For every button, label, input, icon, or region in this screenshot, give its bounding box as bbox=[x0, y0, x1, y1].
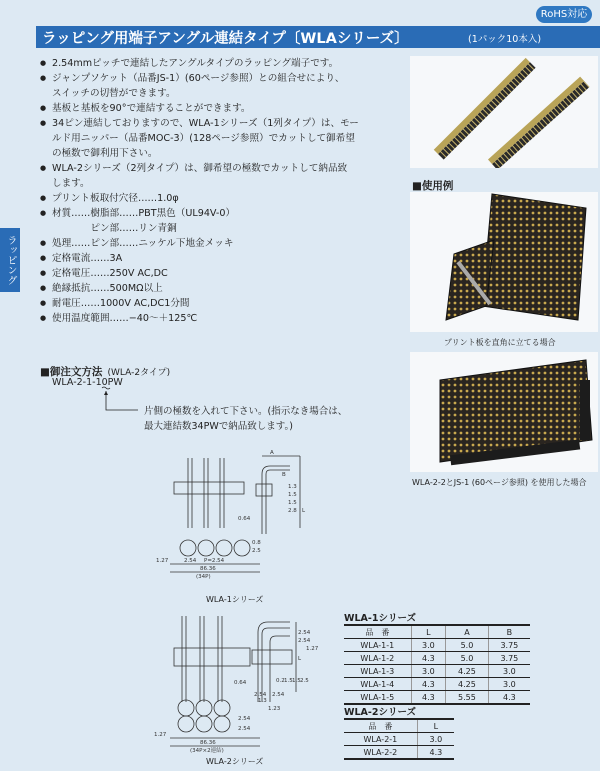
spec-item: ● 定格電圧……250V AC,DC bbox=[40, 266, 400, 281]
table-cell: 4.3 bbox=[488, 691, 530, 705]
table-header: B bbox=[488, 625, 530, 639]
spec-item: ● 34ピン連結しておりますので、WLA-1シリーズ（1列タイプ）は、モー bbox=[40, 116, 400, 131]
title-note: (1パック10本入) bbox=[468, 34, 542, 45]
table-cell: WLA-1-1 bbox=[344, 639, 411, 652]
svg-text:2.54: 2.54 bbox=[298, 630, 311, 636]
spec-item: ● プリント板取付穴径……1.0φ bbox=[40, 191, 400, 206]
spec-item: ● 材質……樹脂部……PBT黒色（UL94V-0） bbox=[40, 206, 400, 221]
svg-text:1.27: 1.27 bbox=[306, 646, 319, 652]
table-cell: 3.0 bbox=[411, 639, 446, 652]
svg-text:L: L bbox=[302, 508, 306, 514]
svg-text:2.8: 2.8 bbox=[288, 508, 297, 514]
usage-caption-2: WLA-2-2とJS-1 (60ページ参照) を使用した場合 bbox=[412, 478, 587, 487]
table-cell: 4.25 bbox=[446, 678, 489, 691]
right-angle-board-image bbox=[410, 192, 598, 332]
svg-text:2.54: 2.54 bbox=[254, 692, 267, 698]
svg-text:0.64: 0.64 bbox=[238, 516, 251, 522]
table-cell: 5.0 bbox=[446, 639, 489, 652]
rohs-badge: RoHS対応 bbox=[536, 6, 592, 23]
usage-heading: ■使用例 bbox=[412, 180, 454, 192]
table-cell: 4.3 bbox=[411, 678, 446, 691]
table-cell: WLA-2-1 bbox=[344, 733, 417, 746]
spec-item: ● 処理……ピン部……ニッケル下地金メッキ bbox=[40, 236, 400, 251]
svg-text:1.3: 1.3 bbox=[258, 698, 267, 704]
order-note-line1: 片側の極数を入れて下さい。(指示なき場合は、 bbox=[144, 406, 348, 417]
wla1-table bbox=[344, 624, 530, 705]
table-row bbox=[344, 639, 530, 652]
table-cell: 3.0 bbox=[488, 665, 530, 678]
svg-text:1.27: 1.27 bbox=[154, 732, 167, 738]
wla2-table bbox=[344, 718, 454, 760]
table-cell: 4.3 bbox=[411, 652, 446, 665]
order-heading: ■御注文方法 bbox=[40, 366, 103, 378]
table-cell: 3.0 bbox=[488, 678, 530, 691]
order-pointer bbox=[90, 386, 150, 418]
svg-text:P=2.54: P=2.54 bbox=[204, 558, 225, 564]
order-note-line2: 最大連結数34PWで納品致します。) bbox=[144, 421, 293, 432]
table-row bbox=[344, 691, 530, 705]
spec-item: ● 使用温度範囲……−40〜＋125℃ bbox=[40, 311, 400, 326]
spec-list bbox=[40, 56, 400, 326]
svg-text:2.54: 2.54 bbox=[184, 558, 197, 564]
wla2-figure-label: WLA-2シリーズ bbox=[206, 757, 264, 766]
usage-photo-js1 bbox=[410, 352, 598, 472]
title-bar bbox=[36, 26, 600, 48]
svg-text:1.5: 1.5 bbox=[284, 678, 293, 684]
table-cell: WLA-1-3 bbox=[344, 665, 411, 678]
svg-text:L: L bbox=[298, 656, 302, 662]
svg-text:B: B bbox=[282, 472, 286, 478]
spec-item: ● ジャンプソケット（品番JS-1）(60ページ参照）との組合せにより、 bbox=[40, 71, 400, 86]
spec-item: スイッチの切替ができます。 bbox=[52, 88, 176, 99]
table-row bbox=[344, 678, 530, 691]
spec-item: ● 耐電圧……1000V AC,DC1分間 bbox=[40, 296, 400, 311]
table-cell: 3.75 bbox=[488, 639, 530, 652]
svg-text:(34P×2連結): (34P×2連結) bbox=[190, 748, 224, 754]
svg-text:2.54: 2.54 bbox=[238, 716, 251, 722]
svg-text:2.5: 2.5 bbox=[300, 678, 309, 684]
usage-caption-1: プリント板を直角に立てる場合 bbox=[444, 338, 556, 347]
table-row bbox=[344, 733, 454, 746]
order-heading-note: (WLA-2タイプ) bbox=[107, 368, 171, 378]
table-header: L bbox=[417, 719, 454, 733]
side-tab-wrapping[interactable]: ラッピング bbox=[0, 228, 20, 292]
svg-text:1.27: 1.27 bbox=[156, 558, 169, 564]
table-cell: 4.3 bbox=[411, 691, 446, 705]
table-cell: WLA-1-4 bbox=[344, 678, 411, 691]
svg-text:2.5: 2.5 bbox=[252, 548, 261, 554]
spec-item: します。 bbox=[52, 178, 90, 189]
spec-item: の極数で御利用下さい。 bbox=[52, 148, 158, 159]
table-cell: 5.55 bbox=[446, 691, 489, 705]
table-header: 品 番 bbox=[344, 625, 411, 639]
table-cell: WLA-1-2 bbox=[344, 652, 411, 665]
table-cell: 3.0 bbox=[411, 665, 446, 678]
wla1-dimension-drawing bbox=[150, 448, 330, 594]
table-header: 品 番 bbox=[344, 719, 417, 733]
pin-strip-image bbox=[410, 56, 598, 168]
table1-title: WLA-1シリーズ bbox=[344, 613, 416, 624]
spec-item: ● 定格電流……3A bbox=[40, 251, 400, 266]
spec-item: ● WLA-2シリーズ（2列タイプ）は、御希望の極数でカットして納品致 bbox=[40, 161, 400, 176]
svg-text:0.8: 0.8 bbox=[252, 540, 261, 546]
spec-item: ピン部……リン青銅 bbox=[52, 223, 177, 234]
svg-text:0.2: 0.2 bbox=[276, 678, 285, 684]
table-row bbox=[344, 665, 530, 678]
svg-text:86.36: 86.36 bbox=[200, 740, 216, 746]
svg-text:2.54: 2.54 bbox=[298, 638, 311, 644]
spec-item: ルド用ニッパー（品番MOC-3）(128ページ参照）でカットして御希望 bbox=[52, 133, 355, 144]
table-cell: WLA-2-2 bbox=[344, 746, 417, 760]
table-cell: 5.0 bbox=[446, 652, 489, 665]
svg-text:1.5: 1.5 bbox=[288, 500, 297, 506]
wla1-figure-label: WLA-1シリーズ bbox=[206, 595, 264, 604]
svg-text:0.64: 0.64 bbox=[234, 680, 247, 686]
spec-item: ● 2.54mmピッチで連結したアングルタイプのラッピング端子です。 bbox=[40, 56, 400, 71]
table-row bbox=[344, 746, 454, 760]
table-header: A bbox=[446, 625, 489, 639]
table-cell: 4.25 bbox=[446, 665, 489, 678]
svg-text:1.23: 1.23 bbox=[268, 706, 281, 712]
usage-photo-right-angle bbox=[410, 192, 598, 332]
dim-label: A bbox=[270, 450, 274, 456]
product-photo bbox=[410, 56, 598, 168]
spec-item: ● 絶縁抵抗……500MΩ以上 bbox=[40, 281, 400, 296]
svg-text:(34P): (34P) bbox=[196, 574, 211, 580]
drawing-wla1 bbox=[150, 448, 330, 594]
table-cell: 4.3 bbox=[417, 746, 454, 760]
order-code: WLA-2-1-10PW bbox=[52, 377, 123, 388]
table-header: L bbox=[411, 625, 446, 639]
svg-text:1.5: 1.5 bbox=[292, 678, 301, 684]
wla2-dimension-drawing bbox=[150, 612, 330, 754]
drawing-wla2 bbox=[150, 612, 330, 754]
page-title: ラッピング用端子アングル連結タイプ〔WLAシリーズ〕 bbox=[42, 31, 409, 47]
board-with-socket-image bbox=[410, 352, 598, 472]
table-cell: WLA-1-5 bbox=[344, 691, 411, 705]
table-row bbox=[344, 652, 530, 665]
svg-text:1.5: 1.5 bbox=[288, 492, 297, 498]
table2-title: WLA-2シリーズ bbox=[344, 707, 416, 718]
svg-text:86.36: 86.36 bbox=[200, 566, 216, 572]
order-note bbox=[144, 404, 347, 434]
svg-text:2.54: 2.54 bbox=[272, 692, 285, 698]
table-cell: 3.75 bbox=[488, 652, 530, 665]
svg-text:2.54: 2.54 bbox=[238, 726, 251, 732]
table-cell: 3.0 bbox=[417, 733, 454, 746]
svg-text:1.3: 1.3 bbox=[288, 484, 297, 490]
spec-item: ● 基板と基板を90°で連結することができます。 bbox=[40, 101, 400, 116]
